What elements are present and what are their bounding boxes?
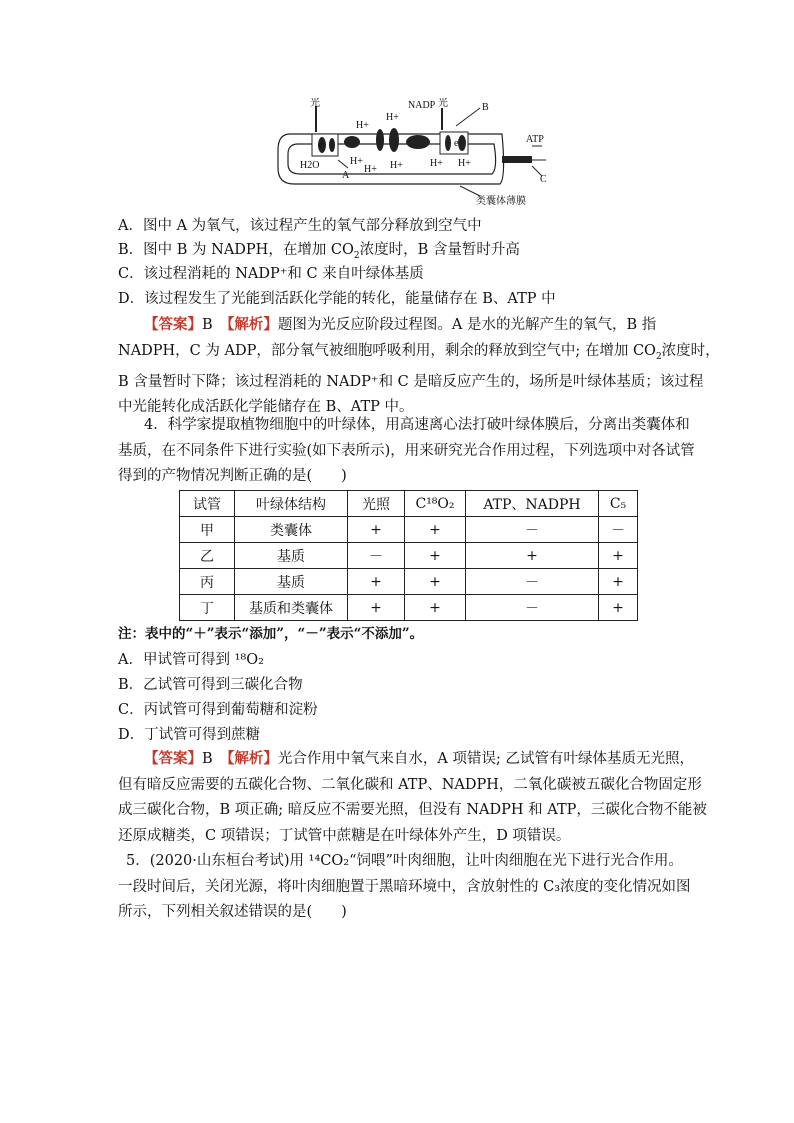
protein-complex bbox=[406, 135, 430, 149]
q4-stem: 4．科学家提取植物细胞中的叶绿体，用高速离心法打破叶绿体膜后，分离出类囊体和 基质，在不同条件下进行实验(如下表所示)，用来研究光合作用过程，下列选项中对各试管 得到的产物情况判断正确的是( ) bbox=[118, 417, 695, 484]
q4-option-d: D．丁试管可得到蔗糖 bbox=[118, 727, 261, 743]
light-label-1: 光 bbox=[310, 98, 320, 109]
table-note: 注：表中的“＋”表示“添加”，“－”表示“不添加”。 bbox=[118, 626, 424, 642]
q4-option-b: B．乙试管可得到三碳化合物 bbox=[118, 677, 303, 693]
thylakoid-diagram bbox=[270, 98, 560, 206]
atp-label: ATP bbox=[526, 134, 544, 145]
analysis-tag: 【解析】 bbox=[227, 316, 278, 333]
protein-complex bbox=[329, 138, 335, 152]
b-label: B bbox=[482, 102, 489, 113]
table-header: C¹⁸O₂ bbox=[405, 491, 466, 517]
c-label: C bbox=[540, 174, 547, 185]
protein-complex bbox=[445, 135, 451, 151]
experiment-table bbox=[179, 490, 638, 621]
table-header: 试管 bbox=[180, 491, 235, 517]
h2o-label: H2O bbox=[300, 160, 320, 171]
electron-label: e bbox=[318, 140, 323, 151]
table-row: 甲 类囊体 + + － － bbox=[180, 517, 638, 543]
q4-option-a: A．甲试管可得到 ¹⁸O₂ bbox=[118, 652, 264, 668]
table-header: C₅ bbox=[599, 491, 638, 517]
hplus-label: H+ bbox=[356, 120, 369, 131]
atp-synthase bbox=[502, 156, 532, 163]
q4-analysis: 【答案】B 【解析】光合作用中氧气来自水，A 项错误; 乙试管有叶绿体基质无光照， 但有暗反应需要的五碳化合物、二氧化碳和 ATP、NADPH，二氧化碳被五碳化合物固定形 成三碳化合物，B 项正确; 暗反应不需要光照，但没有 NADPH 和 ATP，三碳化合物不能被 还原成糖类，C 项错误；丁试管中蔗糖是在叶绿体外产生，D 项错误。 bbox=[118, 750, 707, 844]
q5-stem: 5．(2020·山东桓台考试)用 ¹⁴CO₂“饲喂”叶肉细胞，让叶肉细胞在光下进行光合作用。 一段时间后，关闭光源，将叶肉细胞置于黑暗环境中，含放射性的 C₃浓度的变化情况如图 所示，下列相关叙述错误的是( ) bbox=[118, 853, 691, 920]
protein-complex bbox=[458, 135, 466, 151]
table-header: 光照 bbox=[348, 491, 405, 517]
nadp-label: NADP bbox=[408, 100, 436, 111]
table-row: 丁 基质和类囊体 + + － + bbox=[180, 595, 638, 621]
q3-option-c: C．该过程消耗的 NADP⁺和 C 来自叶绿体基质 bbox=[118, 266, 424, 282]
protein-complex bbox=[389, 128, 399, 152]
table-row: 乙 基质 － + + + bbox=[180, 543, 638, 569]
table-row: 丙 基质 + + － + bbox=[180, 569, 638, 595]
protein-complex bbox=[344, 136, 360, 148]
light-label-2: 光 bbox=[438, 98, 448, 109]
hplus-label: H+ bbox=[386, 112, 399, 123]
a-label: A bbox=[342, 170, 350, 181]
answer-tag: 【答案】 bbox=[144, 316, 202, 333]
hplus-label: H+ bbox=[430, 158, 443, 169]
q3-option-b: B．图中 B 为 NADPH，在增加 $CO_2$浓度时，B 含量暂时升高 bbox=[118, 242, 520, 261]
hplus-label: H+ bbox=[350, 156, 363, 167]
membrane-label: 类囊体薄膜 bbox=[476, 196, 526, 206]
answer-tag: 【答案】 bbox=[144, 750, 202, 767]
q3-option-a: A．图中 A 为氧气，该过程产生的氧气部分释放到空气中 bbox=[118, 218, 482, 234]
q3-option-d: D．该过程发生了光能到活跃化学能的转化，能量储存在 B、ATP 中 bbox=[118, 291, 556, 307]
hplus-label: H+ bbox=[390, 160, 403, 171]
analysis-tag: 【解析】 bbox=[227, 750, 278, 767]
q3-analysis: 【答案】B 【解析】题图为光反应阶段过程图。A 是水的光解产生的氧气，B 指 NADPH，C 为 ADP，部分氧气被细胞呼吸利用，剩余的释放到空气中; 在增加 $CO_2$浓度时， B 含量暂时下降；该过程消耗的 NADP⁺和 C 是暗反应产生的，场所是叶绿体基质；该过程 中光能转化成活跃化学能储存在 B、ATP 中。 bbox=[118, 316, 720, 416]
protein-complex bbox=[376, 129, 384, 151]
table-header-row bbox=[180, 491, 638, 517]
hplus-label: H+ bbox=[364, 164, 377, 175]
table-header: 叶绿体结构 bbox=[235, 491, 348, 517]
q4-option-c: C．丙试管可得到葡萄糖和淀粉 bbox=[118, 702, 318, 718]
table-header: ATP、NADPH bbox=[466, 491, 599, 517]
hplus-label: H+ bbox=[458, 158, 471, 169]
electron-label: e bbox=[454, 138, 459, 149]
